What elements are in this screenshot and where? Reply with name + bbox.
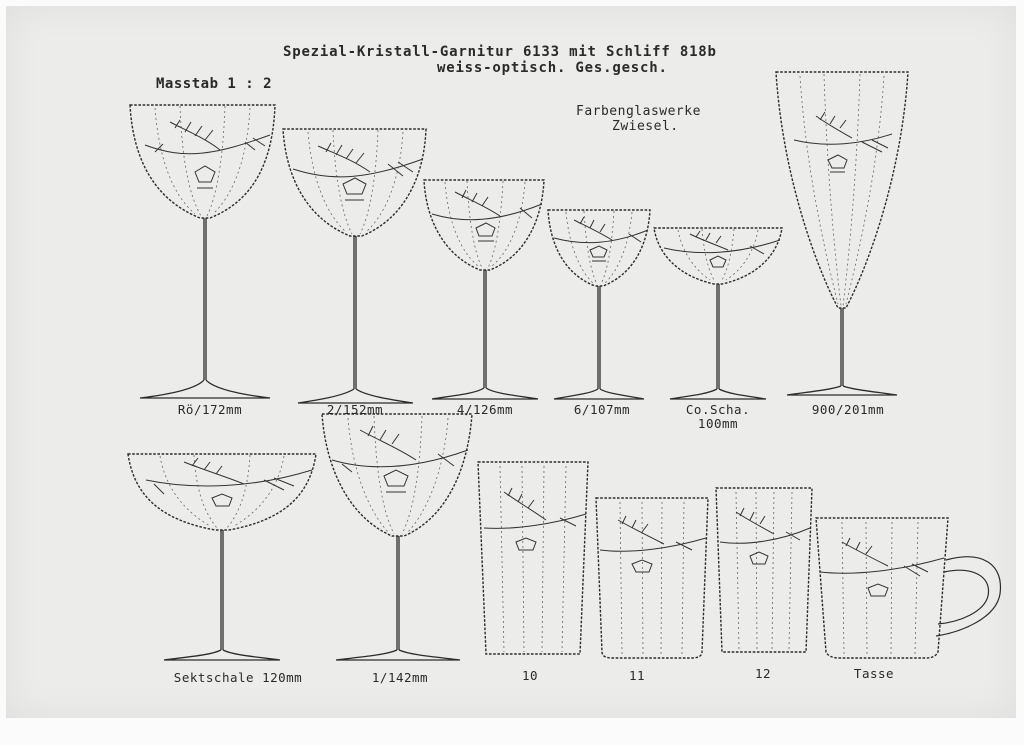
tumbler-icon <box>474 458 592 662</box>
wine-glass-icon <box>125 100 285 405</box>
wine-glass-icon <box>278 124 433 406</box>
tumbler-icon <box>592 494 712 660</box>
champagne-coupe-icon <box>124 450 320 668</box>
wine-glass-icon <box>420 176 550 404</box>
flute-glass-icon <box>772 68 912 400</box>
scale-note: Masstab 1 : 2 <box>156 76 273 92</box>
glass-label-ro: Rö/172mm <box>177 402 243 417</box>
wine-glass-icon <box>544 206 656 404</box>
glass-label-1: 1/142mm <box>371 670 429 685</box>
glass-label-6: 6/107mm <box>573 402 631 417</box>
glass-label-12: 12 <box>754 666 772 681</box>
glass-label-sekt: Sektschale 120mm <box>173 670 303 685</box>
glass-label-11: 11 <box>628 668 646 683</box>
cup-icon <box>812 514 1004 664</box>
glass-label-10: 10 <box>521 668 539 683</box>
glass-label-2: 2/152mm <box>326 402 384 417</box>
coupe-glass-icon <box>650 224 786 404</box>
maker-place: Zwiesel. <box>612 119 679 134</box>
glass-label-cosch: Co.Scha. <box>685 402 751 417</box>
glass-label-4: 4/126mm <box>456 402 514 417</box>
glass-label-cosch-size: 100mm <box>697 416 739 431</box>
page-title: Spezial-Kristall-Garnitur 6133 mit Schliff 818b <box>283 44 717 60</box>
maker-name: Farbenglaswerke <box>576 104 701 119</box>
glass-label-900: 900/201mm <box>811 402 885 417</box>
tumbler-icon <box>712 484 816 658</box>
wine-glass-icon <box>318 410 478 666</box>
page-subtitle: weiss-optisch. Ges.gesch. <box>437 60 668 76</box>
glass-label-tasse: Tasse <box>853 666 895 681</box>
